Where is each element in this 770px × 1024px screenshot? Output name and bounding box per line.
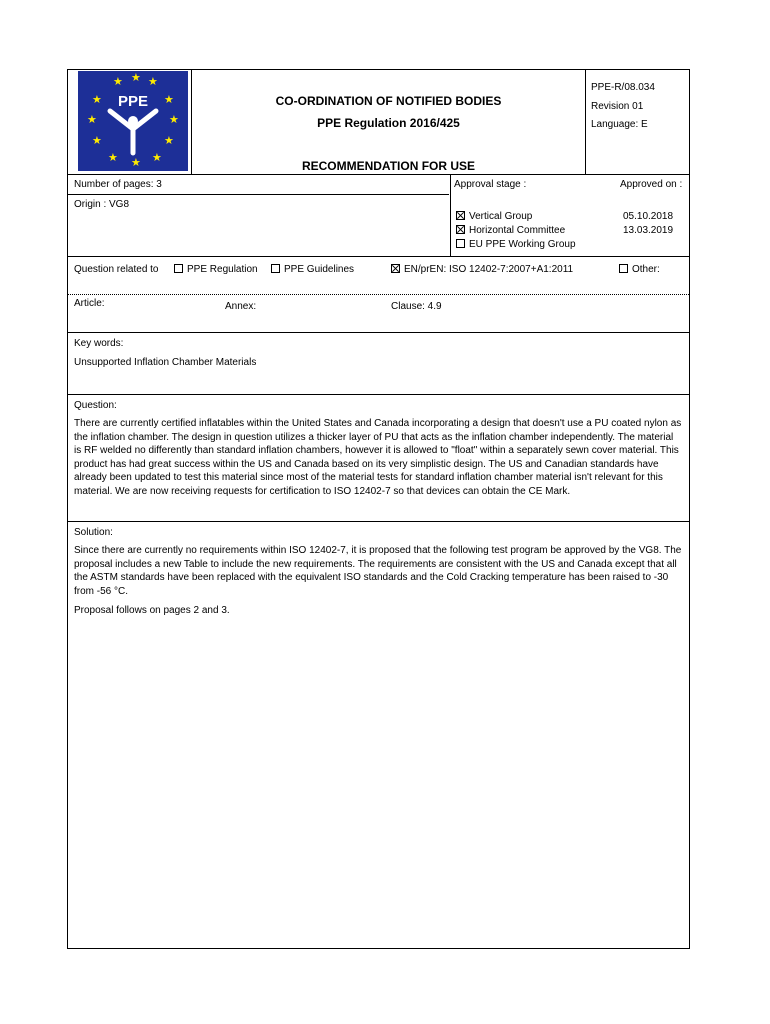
- stage-label: Vertical Group: [469, 211, 533, 222]
- annex-label: Annex:: [225, 301, 257, 312]
- ppe-logo: [78, 71, 188, 171]
- doc-language: Language: E: [591, 119, 648, 130]
- option-label: PPE Regulation: [187, 264, 258, 275]
- doc-type-title: RECOMMENDATION FOR USE: [301, 159, 476, 173]
- document-page: [67, 69, 690, 949]
- option-label: Other:: [632, 264, 660, 275]
- clause-label: Clause: 4.9: [391, 301, 442, 312]
- regulation-title: PPE Regulation 2016/425: [317, 116, 460, 130]
- stage-eu-working-group-checkbox[interactable]: [456, 239, 465, 248]
- keywords-label: Key words:: [74, 338, 124, 349]
- question-label: Question:: [74, 400, 117, 411]
- stage-horizontal-committee-checkbox[interactable]: [456, 225, 465, 234]
- svg-text:★: ★: [169, 113, 179, 126]
- origin: Origin : VG8: [74, 199, 130, 210]
- doc-revision: Revision 01: [591, 101, 644, 112]
- eu-stars-logo-icon: [78, 71, 188, 171]
- svg-text:★: ★: [131, 71, 141, 84]
- svg-text:★: ★: [164, 134, 174, 147]
- stage-eu-ppe-working-group: [456, 239, 576, 250]
- org-title: CO-ORDINATION OF NOTIFIED BODIES: [275, 94, 502, 108]
- en-standard-checkbox[interactable]: [391, 264, 400, 273]
- doc-ref: PPE-R/08.034: [591, 82, 655, 93]
- solution-paragraph-proposal: Proposal follows on pages 2 and 3.: [74, 605, 230, 616]
- option-label: PPE Guidelines: [284, 264, 355, 275]
- option-other: [619, 264, 660, 275]
- svg-text:★: ★: [148, 75, 158, 88]
- approval-stage-label: Approval stage :: [454, 179, 527, 190]
- ppe-guidelines-checkbox[interactable]: [271, 264, 280, 273]
- article-label: Article:: [74, 298, 105, 309]
- stage-date: 05.10.2018: [623, 211, 674, 222]
- keywords-value: Unsupported Inflation Chamber Materials: [74, 357, 257, 368]
- solution-paragraph: Since there are currently no requirements within ISO 12402-7, it is proposed that the following test program be approved by the VG8. The proposal includes a new Table to include the new requirements. The requirements are consistent with the US and Canada except that all the ASTM standards have been replaced with the equivalent ISO standards and the Cold Cracking temperature has been raised to -30 from -56 °C.: [74, 545, 682, 597]
- solution-text: [74, 544, 682, 624]
- solution-label: Solution:: [74, 527, 113, 538]
- svg-text:★: ★: [87, 113, 97, 126]
- stage-label: EU PPE Working Group: [469, 239, 576, 250]
- option-ppe-regulation: [174, 264, 258, 275]
- stage-vertical-group-checkbox[interactable]: [456, 211, 465, 220]
- svg-text:★: ★: [92, 134, 102, 147]
- approved-on-label: Approved on :: [620, 179, 683, 190]
- svg-text:★: ★: [108, 151, 118, 164]
- stage-label: Horizontal Committee: [469, 225, 566, 236]
- svg-text:★: ★: [164, 93, 174, 106]
- stage-vertical-group: [456, 211, 532, 222]
- option-ppe-guidelines: [271, 264, 354, 275]
- stage-date: 13.03.2019: [623, 225, 674, 236]
- question-paragraph: There are currently certified inflatables within the United States and Canada incorporating a design that doesn't use a PU coated nylon as the inflation chamber. The design in question utilizes a thicker layer of PU that acts as the inflation chamber independently. The material is RF welded no differently than standard inflation chambers, however it is allowed to "float" within a separately sewn cover material. This product has had great success within the US and Canada based on its very simplistic design. The US and Canadian standards have already been updated to test this material since most of the material tests for standard inflation chamber material isn't relevant for this material. We are now receiving requests for certification to ISO 12402-7 so that devices can obtain the CE Mark.: [74, 418, 682, 497]
- stage-horizontal-committee: [456, 225, 565, 236]
- svg-text:★: ★: [131, 156, 141, 169]
- question-text: [74, 417, 682, 504]
- number-of-pages: Number of pages: 3: [74, 179, 162, 190]
- question-related-label: Question related to: [74, 264, 159, 275]
- svg-text:★: ★: [152, 151, 162, 164]
- logo-text: PPE: [117, 93, 148, 110]
- ppe-regulation-checkbox[interactable]: [174, 264, 183, 273]
- option-en-standard: [391, 264, 573, 275]
- option-label: EN/prEN: ISO 12402-7:2007+A1:2011: [404, 264, 574, 275]
- svg-text:★: ★: [113, 75, 123, 88]
- svg-text:★: ★: [92, 93, 102, 106]
- other-checkbox[interactable]: [619, 264, 628, 273]
